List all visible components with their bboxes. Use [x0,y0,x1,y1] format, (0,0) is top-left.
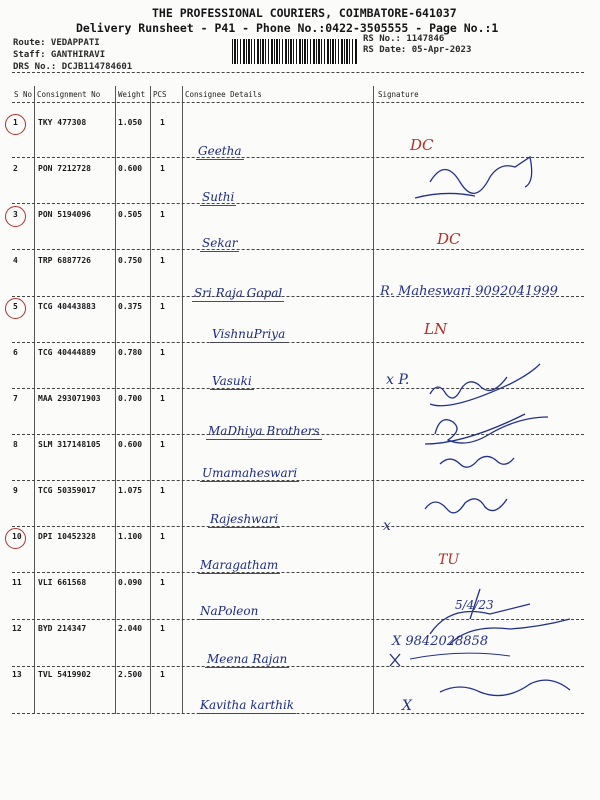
row-weight: 0.780 [118,348,143,357]
row-weight: 2.040 [118,624,143,633]
header-divider [12,72,584,73]
row-pcs: 1 [160,486,165,495]
row-pcs: 1 [160,256,165,265]
row-sno: 13 [12,670,22,679]
row-pcs: 1 [160,578,165,587]
row-consignee: Suthi [202,190,235,204]
row-consignment-no: TVL 5419902 [38,670,91,679]
row-pcs: 1 [160,532,165,541]
row-consignment-no: VLI 661568 [38,578,87,587]
row-signature: x P. [386,372,410,388]
row-consignment-no: PON 5194096 [38,210,91,219]
row-sno: 4 [13,256,18,265]
highlight-circle [5,298,26,319]
col-header-consignment: Consignment No [37,90,101,99]
row-consignee: Kavitha karthik [200,698,295,712]
row-pcs: 1 [160,348,165,357]
row-consignee: VishnuPriya [212,327,286,341]
row-weight: 1.075 [118,486,143,495]
row-consignment-no: TCG 50359017 [38,486,96,495]
highlight-circle [5,528,26,549]
row-signature: DC [410,136,434,154]
row-signature: R. Maheswari 9092041999 [380,284,558,299]
row-pcs: 1 [160,394,165,403]
row-consignee: Rajeshwari [210,512,279,526]
row-weight: 0.375 [118,302,143,311]
title-line-1: THE PROFESSIONAL COURIERS, COIMBATORE-641037 [152,6,457,20]
row-weight: 1.100 [118,532,143,541]
row-weight: 2.500 [118,670,143,679]
row-sno: 12 [12,624,22,633]
row-consignment-no: TCG 40444889 [38,348,96,357]
row-consignee: Meena Rajan [207,652,288,666]
row-sno: 10 [12,532,22,541]
col-header-signature: Signature [378,90,419,99]
row-weight: 0.750 [118,256,143,265]
barcode [232,39,358,64]
row-signature: X [402,698,412,714]
row-consignment-no: DPI 10452328 [38,532,96,541]
row-sno: 7 [13,394,18,403]
row-pcs: 1 [160,302,165,311]
row-signature: x [383,518,391,534]
row-sno: 2 [13,164,18,173]
row-sno: 1 [13,118,18,127]
title-line-2: Delivery Runsheet - P41 - Phone No.:0422-3505555 - Page No.:1 [76,21,499,35]
highlight-circle [5,114,26,135]
row-sno: 6 [13,348,18,357]
row-sno: 9 [13,486,18,495]
row-weight: 0.505 [118,210,143,219]
rs-date: RS Date: 05-Apr-2023 [363,45,472,55]
route-label: Route: VEDAPPATI [13,38,100,48]
row-consignee: Sekar [202,236,238,250]
row-consignee: NaPoleon [200,604,259,618]
row-weight: 0.600 [118,164,143,173]
row-signature: DC [437,230,461,248]
rs-number: RS No.: 1147846 [363,34,445,44]
row-pcs: 1 [160,670,165,679]
row-consignee: Sri Raja Gopal [194,286,283,300]
highlight-circle [5,206,26,227]
signature-scribbles [370,104,600,714]
col-header-consignee: Consignee Details [185,90,262,99]
row-consignment-no: TCG 40443883 [38,302,96,311]
row-consignee: Geetha [198,144,242,158]
row-consignee: Umamaheswari [202,466,298,480]
row-signature: 5/4/23 [455,598,494,612]
row-consignment-no: PON 7212728 [38,164,91,173]
row-sno: 3 [13,210,18,219]
row-consignment-no: BYD 214347 [38,624,87,633]
row-weight: 0.090 [118,578,143,587]
row-pcs: 1 [160,624,165,633]
staff-label: Staff: GANTHIRAVI [13,50,106,60]
col-header-weight: Weight [118,90,146,99]
row-signature: TU [438,552,460,568]
row-pcs: 1 [160,164,165,173]
row-consignment-no: TRP 6887726 [38,256,91,265]
row-weight: 1.050 [118,118,143,127]
row-pcs: 1 [160,210,165,219]
row-signature: X 9842028858 [392,634,489,649]
column-header-divider [12,102,584,103]
row-consignment-no: TKY 477308 [38,118,87,127]
row-sno: 5 [13,302,18,311]
row-pcs: 1 [160,440,165,449]
row-sno: 8 [13,440,18,449]
row-sno: 11 [12,578,22,587]
row-consignment-no: MAA 293071903 [38,394,101,403]
row-consignment-no: SLM 317148105 [38,440,101,449]
row-consignee: MaDhiya Brothers [208,424,320,438]
row-signature: LN [424,320,448,338]
row-weight: 0.600 [118,440,143,449]
row-weight: 0.700 [118,394,143,403]
row-consignee: Vasuki [212,374,252,388]
row-pcs: 1 [160,118,165,127]
col-header-sno: S No [14,90,33,99]
drs-number: DRS No.: DCJB114784601 [13,62,133,72]
col-header-pcs: PCS [153,90,167,99]
row-consignee: Maragatham [200,558,279,572]
